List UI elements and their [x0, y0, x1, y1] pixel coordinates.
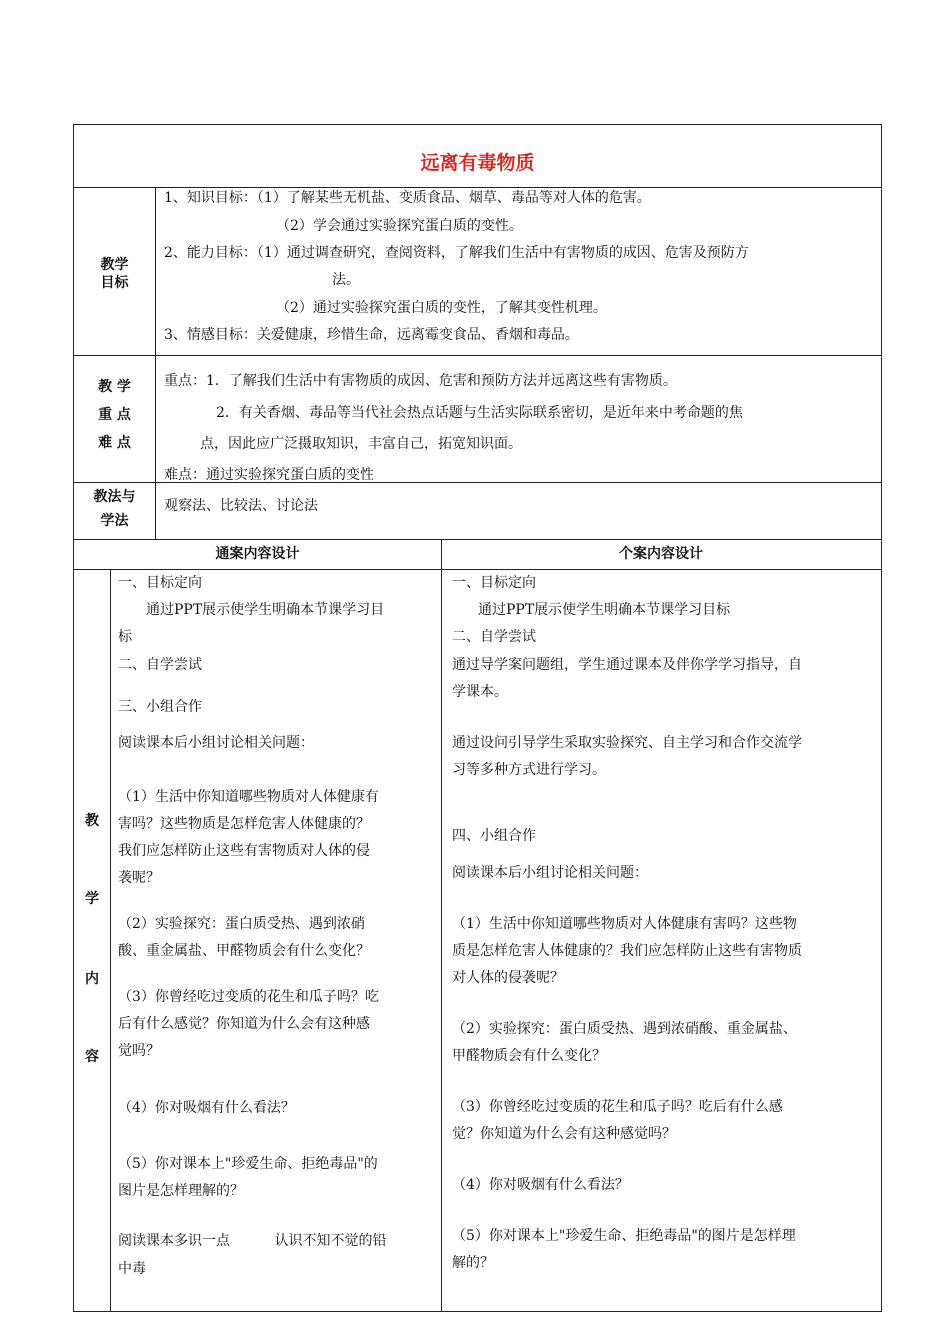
key-point-line: 2．有关香烟、毒品等当代社会热点话题与生活实际联系密切，是近年来中考命题的焦: [216, 405, 743, 421]
objectives-label: [74, 188, 156, 355]
methods-content: [162, 483, 875, 539]
objectives-label-line: 目标: [100, 275, 129, 291]
left-line: 通过PPT展示使学生明确本节课学习目: [146, 602, 385, 618]
objectives-row: [74, 188, 881, 356]
right-line: 四、小组合作: [452, 828, 536, 844]
right-line: 习等多种方式进行学习。: [452, 762, 606, 778]
left-line: 二、自学尝试: [118, 657, 202, 673]
page-title: 远离有毒物质: [420, 152, 535, 174]
right-line: 阅读课本后小组讨论相关问题：: [452, 865, 648, 881]
left-line: 图片是怎样理解的？: [118, 1183, 244, 1199]
header-individual-design: 个案内容设计: [619, 546, 703, 562]
left-line: 阅读课本后小组讨论相关问题：: [118, 735, 314, 751]
key-points-label-line: 难 点: [98, 435, 131, 451]
left-line: （2）实验探究：蛋白质受热、遇到浓硝: [118, 916, 365, 932]
left-line: 标: [118, 629, 132, 645]
right-line: 甲醛物质会有什么变化？: [452, 1048, 606, 1064]
side-label-char: 容: [85, 1049, 99, 1065]
left-line: 我们应怎样防止这些有害物质对人体的侵: [118, 843, 370, 859]
common-design-column: [118, 570, 436, 1311]
lesson-plan-table: [73, 124, 882, 1312]
left-line: （5）你对课本上"珍爱生命、拒绝毒品"的: [118, 1156, 378, 1172]
right-line: （3）你曾经吃过变质的花生和瓜子吗？吃后有什么感: [452, 1099, 783, 1115]
key-points-content: [162, 356, 875, 482]
objective-line: 2、能力目标：（1）通过调查研究，查阅资料，了解我们生活中有害物质的成因、危害及预防方: [164, 245, 749, 261]
left-line: 酸、重金属盐、甲醛物质会有什么变化？: [118, 943, 370, 959]
right-line: 质是怎样危害人体健康的？我们应怎样防止这些有害物质: [452, 943, 802, 959]
key-point-line: 重点：1．了解我们生活中有害物质的成因、危害和预防方法并远离这些有害物质。: [164, 373, 677, 389]
left-line: 一、目标定向: [118, 575, 202, 591]
key-point-line: 点，因此应广泛摄取知识，丰富自己，拓宽知识面。: [200, 436, 522, 452]
left-line: 阅读课本多识一点 认识不知不觉的铅: [118, 1233, 387, 1249]
individual-design-column: [452, 570, 877, 1311]
methods-row: [74, 483, 881, 540]
right-line: （4）你对吸烟有什么看法？: [452, 1177, 629, 1193]
objectives-content: [162, 188, 875, 355]
left-line: （3）你曾经吃过变质的花生和瓜子吗？吃: [118, 989, 379, 1005]
right-line: （1）生活中你知道哪些物质对人体健康有害吗？这些物: [452, 916, 797, 932]
right-line: 二、自学尝试: [452, 629, 536, 645]
design-content-row: [74, 570, 881, 1311]
side-label-char: 内: [85, 971, 99, 987]
key-points-row: [74, 356, 881, 483]
left-line: （4）你对吸烟有什么看法？: [118, 1100, 295, 1116]
methods-label-line: 教法与: [93, 489, 136, 505]
objective-line: （2）通过实验探究蛋白质的变性，了解其变性机理。: [276, 300, 607, 316]
header-common-design: 通案内容设计: [215, 546, 300, 562]
title-row: [74, 125, 881, 188]
right-line: 觉？你知道为什么会有这种感觉吗？: [452, 1126, 676, 1142]
objective-line: 3、情感目标：关爱健康，珍惜生命，远离霉变食品、香烟和毒品。: [164, 327, 579, 343]
left-line: 袭呢？: [118, 870, 160, 886]
side-label-char: 学: [85, 891, 99, 907]
right-line: 通过PPT展示使学生明确本节课学习目标: [478, 602, 731, 618]
side-label-divider: [110, 570, 111, 1311]
key-points-label: [74, 356, 156, 482]
left-line: 觉吗？: [118, 1043, 160, 1059]
left-line: 中毒: [118, 1261, 146, 1277]
right-line: （2）实验探究：蛋白质受热、遇到浓硝酸、重金属盐、: [452, 1021, 797, 1037]
right-line: 对人体的侵袭呢？: [452, 970, 564, 986]
objective-line: 1、知识目标：（1）了解某些无机盐、变质食品、烟草、毒品等对人体的危害。: [164, 190, 651, 206]
objective-line: 法。: [332, 272, 360, 288]
right-line: 学课本。: [452, 684, 508, 700]
right-line: 通过导学案问题组，学生通过课本及伴你学学习指导，自: [452, 657, 802, 673]
right-line: 解的？: [452, 1255, 494, 1271]
right-line: 通过设问引导学生采取实验探究、自主学习和合作交流学: [452, 735, 802, 751]
methods-label-line: 学法: [100, 513, 129, 529]
objectives-label-line: 教学: [100, 257, 129, 273]
key-points-label-line: 教 学: [98, 379, 131, 395]
key-points-label-line: 重 点: [98, 407, 131, 423]
key-point-line: 难点：通过实验探究蛋白质的变性: [164, 467, 374, 483]
left-line: （1）生活中你知道哪些物质对人体健康有: [118, 789, 379, 805]
left-line: 三、小组合作: [118, 699, 202, 715]
design-header-row: [74, 540, 881, 570]
left-line: 后有什么感觉？你知道为什么会有这种感: [118, 1016, 370, 1032]
objective-line: （2）学会通过实验探究蛋白质的变性。: [276, 218, 523, 234]
methods-text: 观察法、比较法、讨论法: [164, 498, 318, 514]
right-line: （5）你对课本上"珍爱生命、拒绝毒品"的图片是怎样理: [452, 1228, 796, 1244]
right-line: 一、目标定向: [452, 575, 536, 591]
column-divider: [441, 570, 442, 1311]
left-line: 害吗？这些物质是怎样危害人体健康的？: [118, 816, 370, 832]
methods-label: [74, 483, 156, 539]
side-label-char: 教: [85, 813, 99, 829]
